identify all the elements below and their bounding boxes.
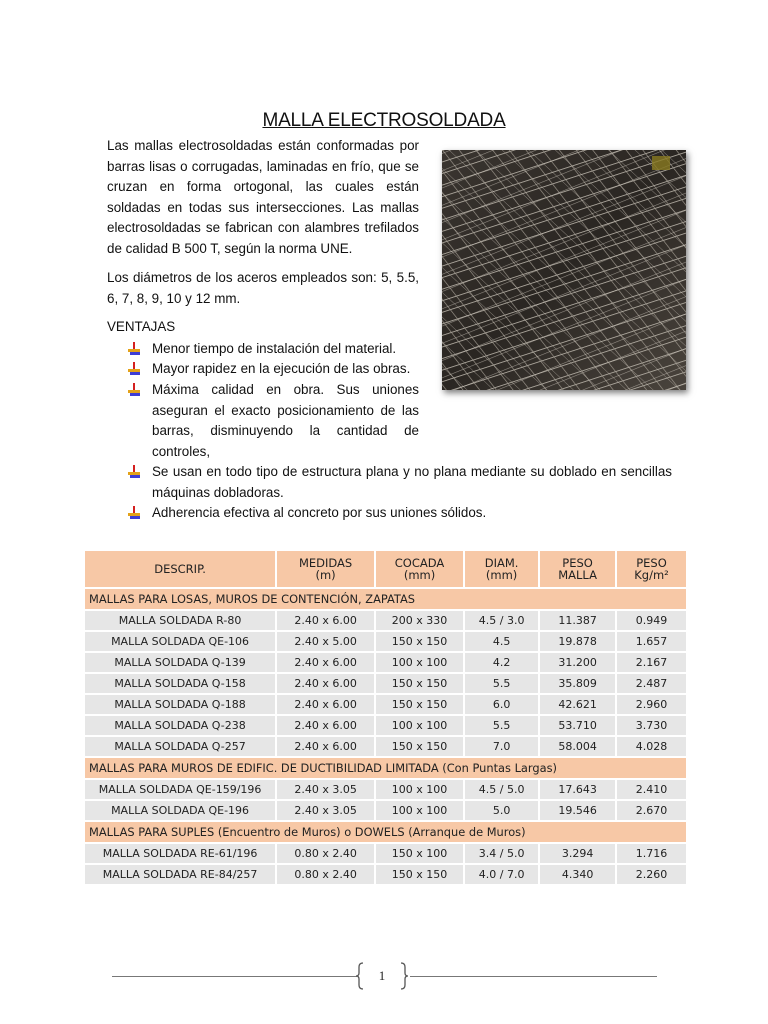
table-cell: 2.40 x 6.00: [277, 653, 374, 672]
table-cell: 4.2: [465, 653, 538, 672]
table-cell: 11.387: [540, 611, 615, 630]
table-cell: MALLA SOLDADA Q-139: [85, 653, 275, 672]
table-cell: 2.670: [617, 801, 686, 820]
table-cell: 2.40 x 3.05: [277, 780, 374, 799]
table-cell: MALLA SOLDADA RE-61/196: [85, 844, 275, 863]
table-cell: 3.4 / 5.0: [465, 844, 538, 863]
table-cell: 4.5 / 3.0: [465, 611, 538, 630]
diameters-paragraph: Los diámetros de los aceros empleados son: 5, 5.5, 6, 7, 8, 9, 10 y 12 mm.: [107, 270, 419, 306]
table-cell: 2.40 x 3.05: [277, 801, 374, 820]
table-cell: 4.5: [465, 632, 538, 651]
table-cell: 19.878: [540, 632, 615, 651]
table-row: [85, 674, 686, 693]
section-title: MALLAS PARA LOSAS, MUROS DE CONTENCIÓN, ZAPATAS: [85, 589, 686, 609]
table-cell: 19.546: [540, 801, 615, 820]
table-cell: 150 x 150: [376, 695, 463, 714]
table-cell: 5.0: [465, 801, 538, 820]
table-cell: 2.40 x 6.00: [277, 695, 374, 714]
table-row: [85, 716, 686, 735]
bullet-icon: [128, 342, 142, 356]
table-cell: 4.0 / 7.0: [465, 865, 538, 884]
table-row: [85, 844, 686, 863]
table-cell: MALLA SOLDADA Q-238: [85, 716, 275, 735]
table-cell: 2.40 x 6.00: [277, 716, 374, 735]
table-cell: 2.260: [617, 865, 686, 884]
table-section-row: [85, 758, 686, 778]
table-row: [85, 653, 686, 672]
ventaja-item: Se usan en todo tipo de estructura plana y no plana mediante su doblado en sencillas máquinas dobladoras.: [152, 462, 672, 503]
table-cell: 150 x 150: [376, 632, 463, 651]
table-row: [85, 632, 686, 651]
table-section-row: [85, 822, 686, 842]
bullet-icon: [128, 506, 142, 520]
section-title: MALLAS PARA MUROS DE EDIFIC. DE DUCTIBILIDAD LIMITADA (Con Puntas Largas): [85, 758, 686, 778]
table-cell: 150 x 150: [376, 865, 463, 884]
table-cell: 100 x 100: [376, 716, 463, 735]
wire-mesh-photo: [442, 150, 686, 390]
table-cell: 0.949: [617, 611, 686, 630]
col-header: DIAM. (mm): [465, 551, 538, 587]
intro-paragraph: Las mallas electrosoldadas están conformadas por barras lisas o corrugadas, laminadas en frío, que se cruzan en forma ortogonal, las cuales están soldadas en todas sus intersecciones. Las mallas electrosoldadas se fabrican con alambres trefilados de calidad B 500 T, según la norma UNE.: [107, 138, 419, 256]
table-cell: 42.621: [540, 695, 615, 714]
table-cell: 2.487: [617, 674, 686, 693]
table-cell: 150 x 150: [376, 674, 463, 693]
table-cell: 0.80 x 2.40: [277, 844, 374, 863]
bullet-icon: [128, 465, 142, 479]
table-cell: 2.410: [617, 780, 686, 799]
page-title: MALLA ELECTROSOLDADA: [262, 110, 506, 131]
table-cell: MALLA SOLDADA QE-196: [85, 801, 275, 820]
table-row: [85, 801, 686, 820]
table-row: [85, 611, 686, 630]
table-cell: MALLA SOLDADA RE-84/257: [85, 865, 275, 884]
table-cell: 4.5 / 5.0: [465, 780, 538, 799]
table-cell: 1.657: [617, 632, 686, 651]
table-cell: 4.340: [540, 865, 615, 884]
footer-rule-right: [410, 976, 657, 977]
table-cell: 5.5: [465, 674, 538, 693]
bullet-icon: [128, 383, 142, 397]
footer-rule-left: [112, 976, 357, 977]
table-cell: MALLA SOLDADA R-80: [85, 611, 275, 630]
ventaja-item: Mayor rapidez en la ejecución de las obras.: [152, 359, 422, 380]
table-cell: 6.0: [465, 695, 538, 714]
col-header: DESCRIP.: [85, 551, 275, 587]
col-header: PESO MALLA: [540, 551, 615, 587]
table-cell: 17.643: [540, 780, 615, 799]
table-row: [85, 780, 686, 799]
table-cell: 2.40 x 6.00: [277, 611, 374, 630]
table-cell: 35.809: [540, 674, 615, 693]
table-row: [85, 865, 686, 884]
table-cell: 2.40 x 6.00: [277, 737, 374, 756]
bullet-icon: [128, 362, 142, 376]
table-cell: 200 x 330: [376, 611, 463, 630]
table-cell: 2.40 x 6.00: [277, 674, 374, 693]
table-cell: 2.40 x 5.00: [277, 632, 374, 651]
specs-table: [83, 549, 688, 886]
table-cell: MALLA SOLDADA QE-106: [85, 632, 275, 651]
table-cell: 4.028: [617, 737, 686, 756]
table-section-row: [85, 589, 686, 609]
table-header-row: [85, 551, 686, 587]
table-cell: 53.710: [540, 716, 615, 735]
table-cell: 100 x 100: [376, 780, 463, 799]
table-cell: 58.004: [540, 737, 615, 756]
ventaja-item: Adherencia efectiva al concreto por sus uniones sólidos.: [152, 503, 672, 524]
table-cell: 2.167: [617, 653, 686, 672]
ventaja-item: Máxima calidad en obra. Sus uniones aseguran el exacto posicionamiento de las barras, disminuyendo la cantidad de controles,: [152, 380, 419, 462]
col-header: MEDIDAS (m): [277, 551, 374, 587]
table-cell: 100 x 100: [376, 653, 463, 672]
table-cell: 2.960: [617, 695, 686, 714]
table-cell: 31.200: [540, 653, 615, 672]
table-cell: 100 x 100: [376, 801, 463, 820]
table-cell: 3.294: [540, 844, 615, 863]
table-cell: 5.5: [465, 716, 538, 735]
table-row: [85, 695, 686, 714]
col-header: COCADA (mm): [376, 551, 463, 587]
table-cell: 150 x 150: [376, 737, 463, 756]
table-cell: 3.730: [617, 716, 686, 735]
col-header: PESO Kg/m²: [617, 551, 686, 587]
table-cell: MALLA SOLDADA QE-159/196: [85, 780, 275, 799]
table-cell: 7.0: [465, 737, 538, 756]
table-cell: 1.716: [617, 844, 686, 863]
section-title: MALLAS PARA SUPLES (Encuentro de Muros) o DOWELS (Arranque de Muros): [85, 822, 686, 842]
table-row: [85, 737, 686, 756]
table-cell: MALLA SOLDADA Q-158: [85, 674, 275, 693]
table-cell: 0.80 x 2.40: [277, 865, 374, 884]
table-cell: MALLA SOLDADA Q-188: [85, 695, 275, 714]
table-cell: MALLA SOLDADA Q-257: [85, 737, 275, 756]
ventaja-item: Menor tiempo de instalación del material.: [152, 339, 422, 360]
ventajas-heading: VENTAJAS: [107, 319, 176, 334]
table-cell: 150 x 100: [376, 844, 463, 863]
page-number: 1: [356, 962, 408, 990]
